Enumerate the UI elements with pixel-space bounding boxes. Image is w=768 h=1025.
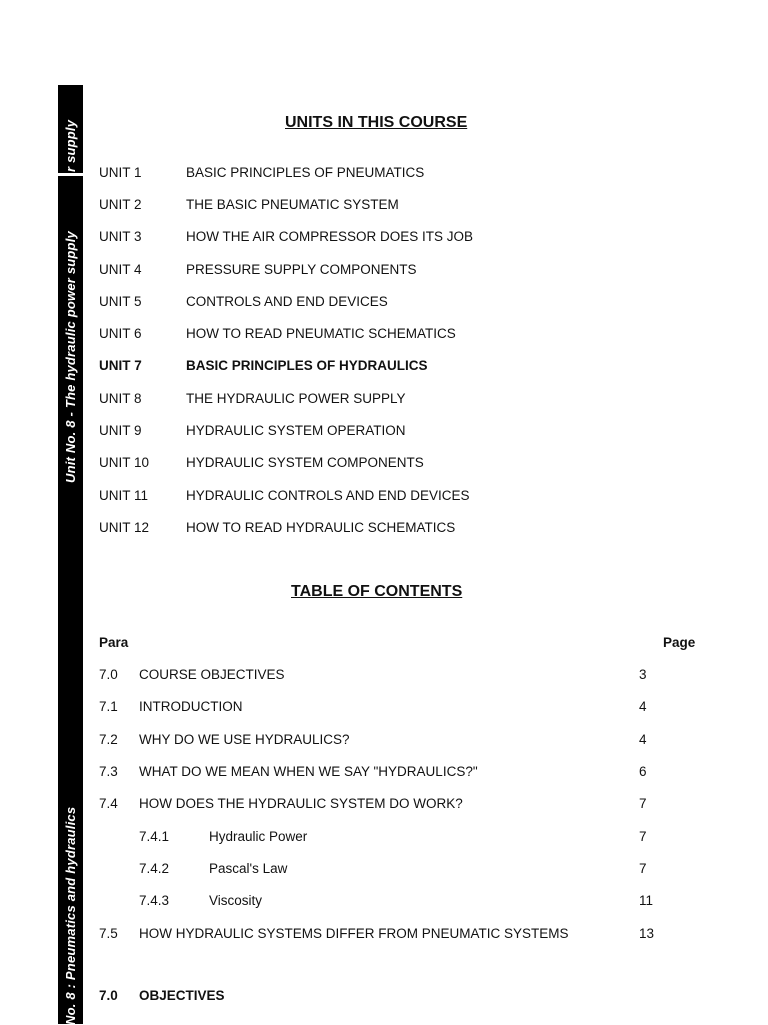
unit-title: HYDRAULIC SYSTEM COMPONENTS xyxy=(186,455,424,470)
sidebar-top-text: r supply xyxy=(63,119,78,172)
toc-number: 7.2 xyxy=(99,732,118,747)
page-column-header: Page xyxy=(663,635,696,650)
unit-title: BASIC PRINCIPLES OF HYDRAULICS xyxy=(186,358,428,373)
unit-title: HYDRAULIC SYSTEM OPERATION xyxy=(186,423,406,438)
toc-page: 7 xyxy=(639,861,647,876)
toc-page: 6 xyxy=(639,764,647,779)
toc-page: 3 xyxy=(639,667,647,682)
unit-title: THE HYDRAULIC POWER SUPPLY xyxy=(186,391,406,406)
toc-title: INTRODUCTION xyxy=(139,699,243,714)
toc-page: 7 xyxy=(639,829,647,844)
unit-number: UNIT 11 xyxy=(99,488,149,503)
toc-page: 4 xyxy=(639,699,647,714)
toc-number: 7.0 xyxy=(99,667,118,682)
toc-sub-title: Viscosity xyxy=(209,893,263,908)
toc-page: 11 xyxy=(639,893,654,908)
unit-title: BASIC PRINCIPLES OF PNEUMATICS xyxy=(186,165,425,180)
unit-title: HOW TO READ PNEUMATIC SCHEMATICS xyxy=(186,326,456,341)
sidebar-strip xyxy=(58,85,83,1024)
toc-title: HOW HYDRAULIC SYSTEMS DIFFER FROM PNEUMATIC SYSTEMS xyxy=(139,926,569,941)
objectives-number: 7.0 xyxy=(99,988,118,1003)
toc-sub-number: 7.4.2 xyxy=(139,861,170,876)
toc-title: COURSE OBJECTIVES xyxy=(139,667,285,682)
units-heading: UNITS IN THIS COURSE xyxy=(285,114,468,131)
toc-sub-title: Pascal's Law xyxy=(209,861,288,876)
unit-number: UNIT 10 xyxy=(99,455,150,470)
toc-sub-number: 7.4.3 xyxy=(139,893,170,908)
unit-title: HOW TO READ HYDRAULIC SCHEMATICS xyxy=(186,520,456,535)
unit-number: UNIT 2 xyxy=(99,197,142,212)
unit-number: UNIT 12 xyxy=(99,520,150,535)
toc-title: WHAT DO WE MEAN WHEN WE SAY "HYDRAULICS?" xyxy=(139,764,478,779)
toc-number: 7.3 xyxy=(99,764,118,779)
toc-title: WHY DO WE USE HYDRAULICS? xyxy=(139,732,350,747)
unit-number: UNIT 1 xyxy=(99,165,142,180)
unit-number: UNIT 8 xyxy=(99,391,142,406)
unit-title: CONTROLS AND END DEVICES xyxy=(186,294,388,309)
unit-number: UNIT 6 xyxy=(99,326,142,341)
unit-title: THE BASIC PNEUMATIC SYSTEM xyxy=(186,197,399,212)
toc-number: 7.1 xyxy=(99,699,118,714)
sidebar-bottom-text: No. 8 : Pneumatics and hydraulics xyxy=(63,806,78,1025)
toc-page: 13 xyxy=(639,926,655,941)
sidebar-middle-text: Unit No. 8 - The hydraulic power supply xyxy=(63,231,78,483)
toc-page: 4 xyxy=(639,732,647,747)
objectives-title: OBJECTIVES xyxy=(139,988,225,1003)
unit-number: UNIT 7 xyxy=(99,358,142,373)
toc-sub-title: Hydraulic Power xyxy=(209,829,308,844)
para-column-header: Para xyxy=(99,635,129,650)
unit-title: HYDRAULIC CONTROLS AND END DEVICES xyxy=(186,488,470,503)
toc-number: 7.5 xyxy=(99,926,118,941)
unit-number: UNIT 5 xyxy=(99,294,142,309)
unit-title: HOW THE AIR COMPRESSOR DOES ITS JOB xyxy=(186,229,474,244)
unit-number: UNIT 3 xyxy=(99,229,142,244)
toc-sub-number: 7.4.1 xyxy=(139,829,170,844)
toc-title: HOW DOES THE HYDRAULIC SYSTEM DO WORK? xyxy=(139,796,463,811)
toc-page: 7 xyxy=(639,796,647,811)
unit-number: UNIT 9 xyxy=(99,423,142,438)
unit-title: PRESSURE SUPPLY COMPONENTS xyxy=(186,262,417,277)
sidebar-divider xyxy=(58,173,83,176)
toc-heading: TABLE OF CONTENTS xyxy=(291,583,463,600)
unit-number: UNIT 4 xyxy=(99,262,142,277)
toc-number: 7.4 xyxy=(99,796,118,811)
